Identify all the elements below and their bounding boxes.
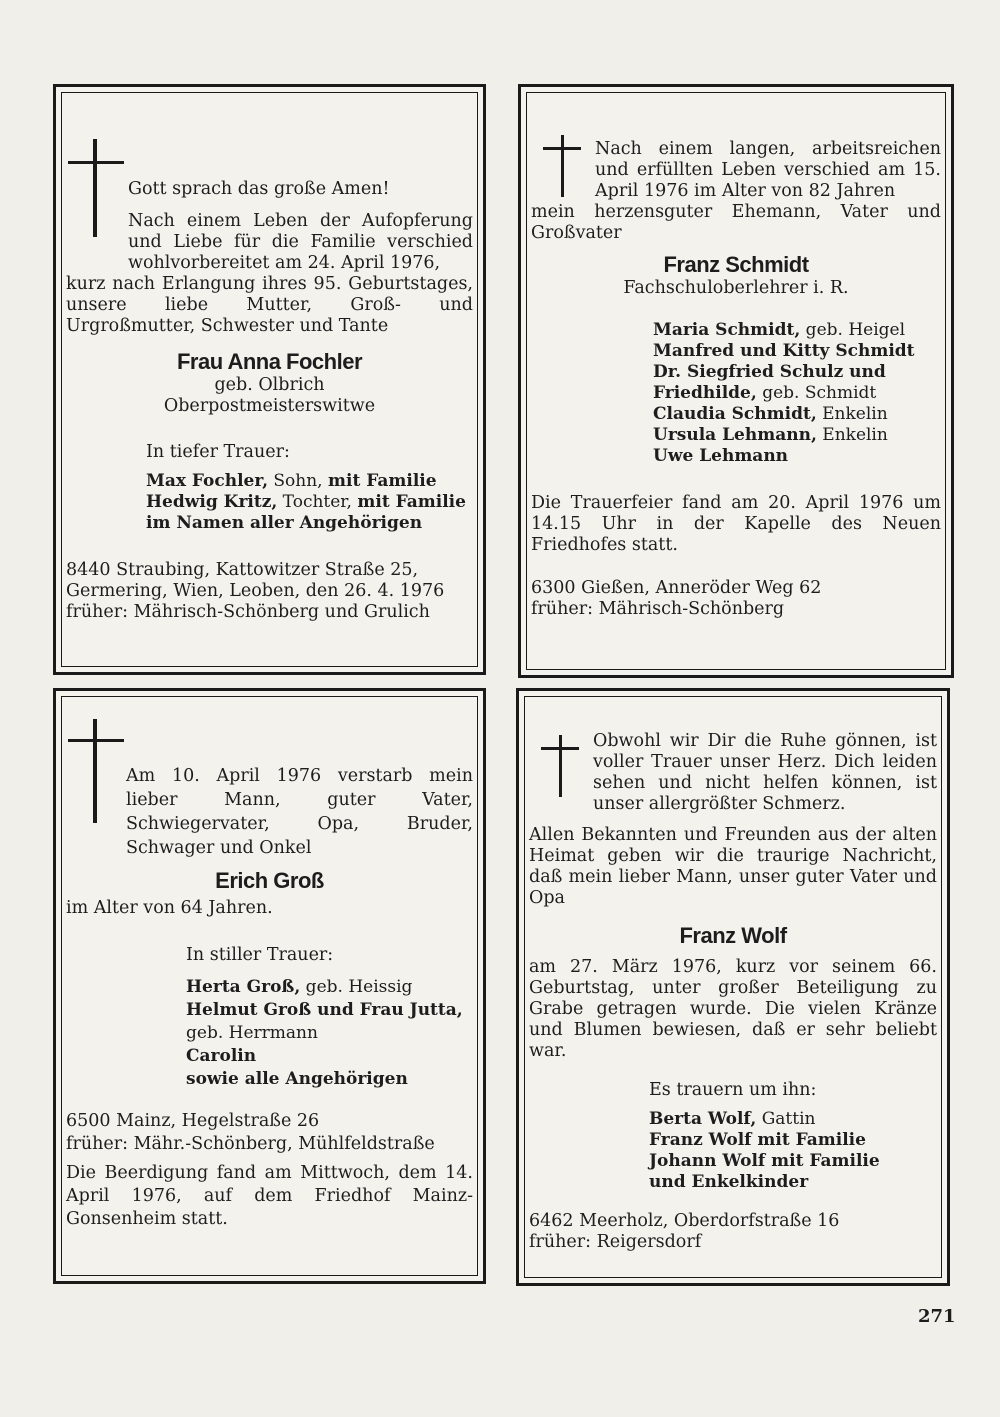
address-line: 8440 Straubing, Kattowitzer Straße 25, [66,560,419,580]
obituary-notice-wolf [516,688,950,1286]
address-block [529,1211,937,1253]
address-line: früher: Mährisch-Schönberg [531,599,785,619]
intro-text: Am 10. April 1976 verstarb mein lieber Mann, guter Vater, Schwiegervater, Opa, Bruder, Schwager und Onkel [126,766,473,858]
occupation: Fachschuloberlehrer i. R. [623,278,849,298]
address-line: früher: Reigersdorf [529,1232,702,1252]
address-block [66,560,473,623]
mourner-line: Berta Wolf, Gattin [649,1109,816,1129]
mourner-line: Hedwig Kritz, Tochter, mit Familie [146,492,466,512]
mourner-list [146,471,473,534]
mourner-line: Dr. Siegfried Schulz und [653,362,886,382]
mourner-line: Manfred und Kitty Schmidt [653,341,915,361]
mourner-list [649,1109,937,1193]
mourner-line: geb. Herrmann [186,1023,318,1043]
page-number: 271 [918,1306,956,1327]
mourner-line: Carolin [186,1046,257,1066]
mourner-line: Ursula Lehmann, Enkelin [653,425,888,445]
address-block [531,578,941,620]
address-line: 6462 Meerholz, Oberdorfstraße 16 [529,1211,840,1231]
deceased-name: Frau Anna Fochler [176,349,363,374]
deceased-name: Franz Wolf [679,923,787,948]
mourning-header: In tiefer Trauer: [146,442,290,462]
address-line: 6300 Gießen, Anneröder Weg 62 [531,578,822,598]
mourner-line: und Enkelkinder [649,1172,809,1192]
deceased-name: Franz Schmidt [663,252,809,277]
mourner-line: sowie alle Angehörigen [186,1069,408,1089]
obituary-notice-fochler [53,84,486,675]
obituary-notice-schmidt [518,84,954,678]
deceased-name: Erich Groß [215,868,324,893]
body-text: mein herzensguter Ehemann, Vater und Großvater [531,202,941,243]
address-line: früher: Mähr.-Schönberg, Mühlfeldstraße [66,1134,435,1154]
age-text: im Alter von 64 Jahren. [66,898,273,918]
mourner-line: Maria Schmidt, geb. Heigel [653,320,906,340]
body-text: kurz nach Erlangung ihres 95. Geburtstages, unsere liebe Mutter, Groß- und Urgroßmutter, Schwester und Tante [66,274,473,336]
mourner-line: Johann Wolf mit Familie [649,1151,880,1171]
intro-text: Obwohl wir Dir die Ruhe gönnen, ist voller Trauer unser Herz. Dich leiden sehen und nicht helfen können, ist unser allergrößter Schmerz. [593,731,937,814]
intro-text: Nach einem langen, arbeitsreichen und erfüllten Leben verschied am 15. April 1976 im Alter von 82 Jahren [595,139,941,201]
mourner-line: Claudia Schmidt, Enkelin [653,404,888,424]
ceremony-text: Die Trauerfeier fand am 20. April 1976 um 14.15 Uhr in der Kapelle des Neuen Friedhofes statt. [531,493,941,555]
mourner-line: Max Fochler, Sohn, mit Familie [146,471,437,491]
mourner-line: Friedhilde, geb. Schmidt [653,383,877,403]
maiden-name: geb. Olbrich [214,375,325,395]
mourning-header: In stiller Trauer: [186,945,334,965]
mourner-line: Helmut Groß und Frau Jutta, [186,1000,463,1020]
address-line: 6500 Mainz, Hegelstraße 26 [66,1111,320,1131]
body-text: Allen Bekannten und Freunden aus der alten Heimat geben wir die traurige Nachricht, daß mein lieber Mann, unser guter Vater und Opa [529,825,937,908]
mourning-header: Es trauern um ihn: [649,1080,817,1100]
mourner-line: im Namen aller Angehörigen [146,513,423,533]
obituary-notice-gross [53,688,486,1284]
intro-text: Nach einem Leben der Aufopferung und Liebe für die Familie verschied wohlvorbereitet am 24. April 1976, [128,211,473,273]
address-block [66,1110,473,1156]
intro-line: Gott sprach das große Amen! [128,179,390,199]
address-line: Germering, Wien, Leoben, den 26. 4. 1976 [66,581,445,601]
mourner-line: Herta Groß, geb. Heissig [186,977,413,997]
address-line: früher: Mährisch-Schönberg und Grulich [66,602,430,622]
mourner-list [186,976,473,1091]
mourner-list [653,320,941,467]
occupation: Oberpostmeisterswitwe [163,396,376,416]
details-text: am 27. März 1976, kurz vor seinem 66. Geburtstag, unter großer Beteiligung zu Grabe getragen wurde. Die vielen Kränze und Blumen bewiesen, daß er sehr beliebt war. [529,957,937,1061]
funeral-text: Die Beerdigung fand am Mittwoch, dem 14. April 1976, auf dem Friedhof Mainz-Gonsenheim statt. [66,1163,473,1229]
mourner-line: Franz Wolf mit Familie [649,1130,866,1150]
mourner-line: Uwe Lehmann [653,446,789,466]
